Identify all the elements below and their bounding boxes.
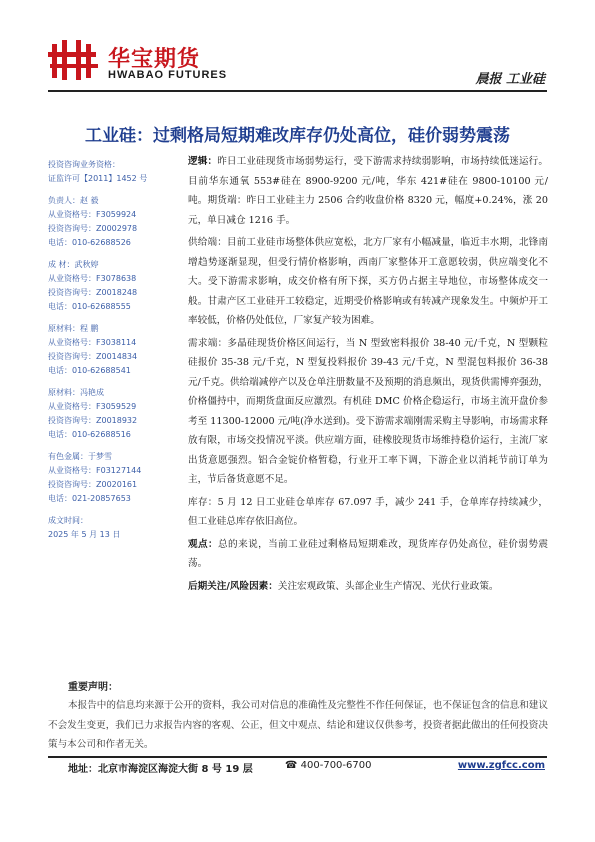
company-logo [48, 36, 248, 86]
person-consult-id: 投资咨询号：Z0002978 [48, 224, 138, 233]
risk-paragraph [188, 577, 548, 597]
risk-text: 关注宏观政策、头部企业生产情况、光伏行业政策。 [277, 580, 499, 592]
person-phone: 电话：010-62688541 [48, 366, 131, 375]
person-consult-id: 投资咨询号：Z0014834 [48, 352, 138, 361]
demand-paragraph: 需求端：多晶硅现货价格区间运行，当 N 型致密料报价 38-40 元/千克，N 型颗粒硅报价 35-38 元/千克，N 型复投料报价 39-43 元/千克，N 型混包料报价 36-38 元/千克。供给端减停产以及仓单注册数量不及预期的消息频出，现货供需博弈强劲，价格僵持中，而期货盘面反应激烈。有机硅 DMC 价格企稳运行，市场主流开盘价参考至 11300-12000 元/吨(净水送到)。受下游需求端刚需采购主导影响，市场需求释放有限，市场交投情况平淡。供应端方面，硅橡胶现货市场维持稳价运行，主流厂家出货意愿强烈。铝合金锭价格暂稳，行业开工率下调，下游企业以消耗节前订单为主，节后备货意愿不足。 [188, 337, 548, 485]
person-role: 有色金属：于梦雪 [48, 452, 112, 461]
qualification-license: 证监许可【2011】1452 号 [48, 174, 148, 183]
view-label: 观点： [188, 538, 219, 550]
footer-divider [48, 756, 547, 758]
report-title: 工业硅：过剩格局短期难改库存仍处高位，硅价弱势震荡 [85, 126, 510, 146]
logic-text: 昨日工业硅现货市场弱势运行，受下游需求持续弱影响，市场持续低迷运行。目前华东通氧 553#硅在 8900-9200 元/吨，华东 421#硅在 9800-10100 元/吨。期货端：昨日工业硅主力 2506 合约收盘价格 8320 元，幅度+0.24%，涨 20 元，单日减仓 1216 手。 [188, 156, 549, 226]
person-role: 原材料：程 鹏 [48, 324, 99, 333]
disclaimer-title: 重要声明： [68, 682, 118, 693]
footer-website-link[interactable]: www.zgfcc.com [457, 760, 545, 771]
person-license: 从业资格号：F3038114 [48, 338, 137, 347]
person-consult-id: 投资咨询号：Z0018248 [48, 288, 138, 297]
footer-address: 地址：北京市海淀区海淀大街 8 号 19 层 [68, 764, 253, 775]
person-role: 负责人：赵 毅 [48, 196, 99, 205]
person-consult-id: 投资咨询号：Z0018932 [48, 416, 138, 425]
risk-label: 后期关注/风险因素： [188, 580, 278, 592]
logic-label: 逻辑： [188, 156, 218, 167]
supply-paragraph: 供给端：目前工业硅市场整体供应宽松，北方厂家有小幅减量，临近丰水期，北锋南增趋势逐渐显现，但受行情价格影响，西南厂家整体开工意愿较弱，供应端变化不大。受下游需求影响，成交价格有所下探，买方仍占据主导地位，市场整体成交一般。甘肃产区工业硅开工较稳定，近期受价格影响或有转减产现象发生。中频炉开工率较低，价格仍处低位，厂家复产较为困难。 [188, 237, 548, 326]
person-phone: 电话：021-20857653 [48, 494, 131, 503]
person-license: 从业资格号：F3059529 [48, 402, 137, 411]
logic-paragraph [188, 152, 548, 230]
person-role: 原材料：冯艳成 [48, 388, 104, 397]
person-consult-id: 投资咨询号：Z0020161 [48, 480, 138, 489]
report-body [188, 152, 548, 599]
footer-phone: ☎ 400-700-6700 [285, 760, 372, 771]
date-value: 2025 年 5 月 13 日 [48, 530, 121, 539]
inventory-paragraph: 库存：5 月 12 日工业硅仓单库存 67.097 手，减少 241 手，仓单库存持续减少，但工业硅总库存依旧高位。 [188, 496, 548, 527]
view-text: 总的来说，当前工业硅过剩格局短期难改，现货库存仍处高位，硅价弱势震荡。 [188, 538, 549, 569]
analyst-sidebar [48, 158, 173, 550]
person-phone: 电话：010-62688555 [48, 302, 131, 311]
person-license: 从业资格号：F3059924 [48, 210, 137, 219]
qualification-label: 投资咨询业务资格： [48, 160, 120, 169]
brand-name-en: HWABAO FUTURES [108, 69, 228, 81]
qualification-block [48, 158, 173, 186]
person-phone: 电话：010-62688516 [48, 430, 131, 439]
logo-mark-icon [48, 40, 100, 80]
date-block [48, 514, 173, 542]
disclaimer-text: 本报告中的信息均来源于公开的资料，我公司对信息的准确性及完整性不作任何保证，也不保证包含的信息和建议不会发生变更，我们已力求报告内容的客观、公正，但文中观点、结论和建议仅供参考，投资者据此做出的任何投资决策与本公司和作者无关。 [48, 700, 548, 750]
person-license: 从业资格号：F03127144 [48, 466, 142, 475]
person-block [48, 258, 173, 314]
view-paragraph [188, 535, 548, 574]
person-license: 从业资格号：F3078638 [48, 274, 137, 283]
person-phone: 电话：010-62688526 [48, 238, 131, 247]
person-block [48, 450, 173, 506]
person-block [48, 194, 173, 250]
person-block [48, 386, 173, 442]
header-divider [48, 90, 547, 92]
person-block [48, 322, 173, 378]
date-label: 成文时间： [48, 516, 88, 525]
report-tag: 晨报 工业硅 [475, 72, 545, 87]
person-role: 成 材：武秋婷 [48, 260, 99, 269]
brand-name-cn: 华宝期货 [108, 47, 201, 72]
